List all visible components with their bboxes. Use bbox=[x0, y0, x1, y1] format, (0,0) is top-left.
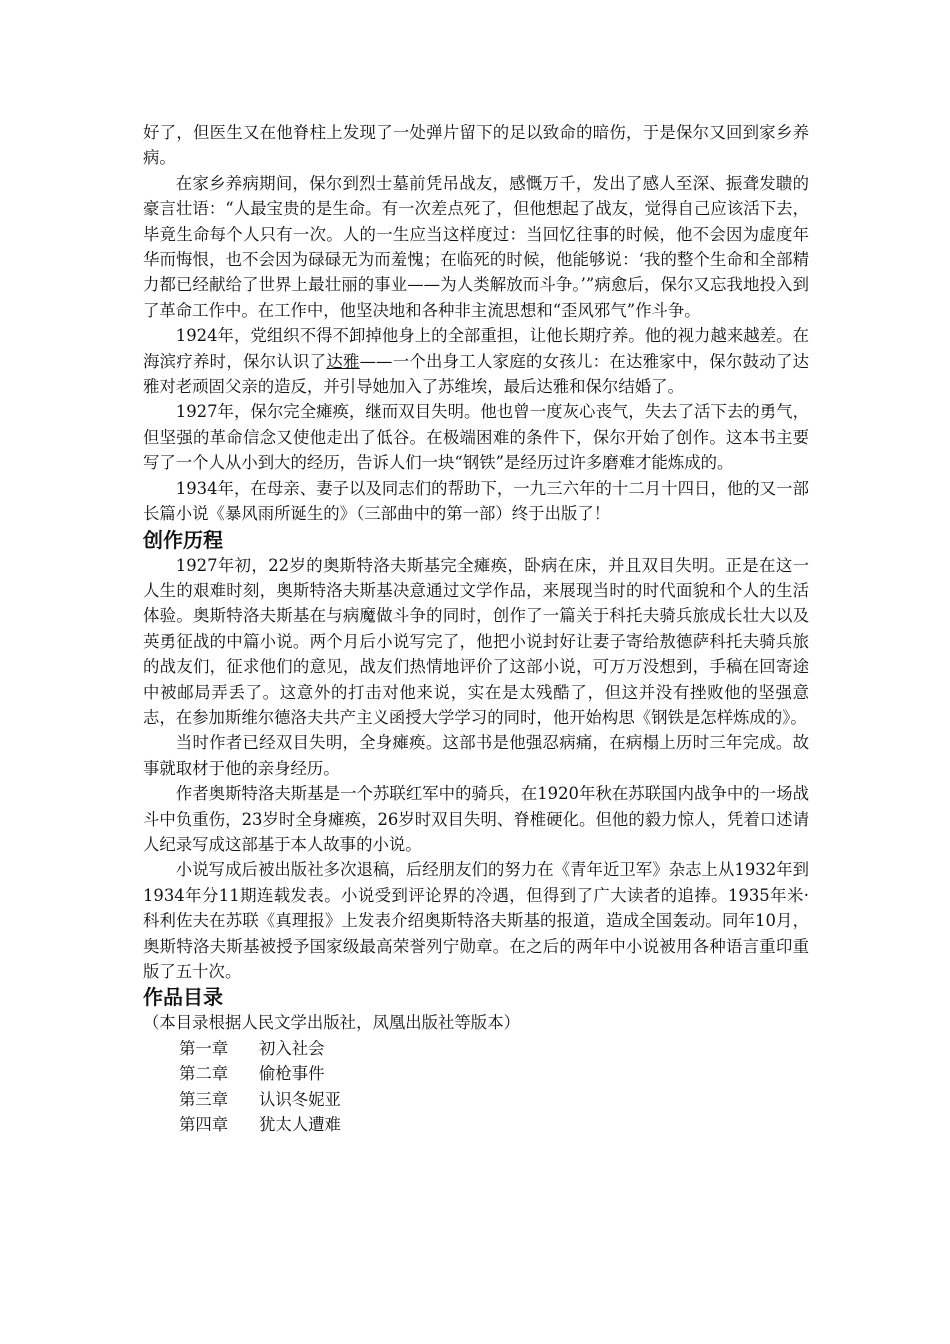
section-heading-toc: 作品目录 bbox=[143, 985, 223, 1010]
paragraph-1934: 1934年，在母亲、妻子以及同志们的帮助下，一九三六年的十二月十四日，他的又一部长篇小说《暴风雨所诞生的》（三部曲中的第一部）终于出版了！ bbox=[143, 478, 809, 524]
chapter-title: 犹太人遭难 bbox=[259, 1114, 341, 1134]
paragraph-hospital-return: 好了，但医生又在他脊柱上发现了一处弹片留下的足以致命的暗伤，于是保尔又回到家乡养病。 bbox=[143, 123, 809, 168]
section-heading-creation: 创作历程 bbox=[143, 527, 223, 552]
paragraph-hometown-recovery: 在家乡养病期间，保尔到烈士墓前凭吊战友，感慨万千，发出了感人至深、振聋发聩的豪言壮语：“人最宝贵的是生命。有一次差点死了，但他想起了战友，觉得自己应该活下去，毕竟生命每个人只有一次。人的一生应当这样度过：当回忆往事的时候，他不会因为虚度年华而悔恨，也不会因为碌碌无为而羞愧；在临死的时候，他能够说：‘我的整个生命和全部精力都已经献给了世界上最壮丽的事业——为人类解放而斗争。’”病愈后，保尔又忘我地投入到了革命工作中。在工作中，他坚决地和各种非主流思想和“歪风邪气”作斗争。 bbox=[143, 173, 809, 320]
paragraph-1924 bbox=[143, 323, 809, 399]
chapter-item bbox=[143, 1112, 809, 1137]
chapter-item bbox=[143, 1087, 809, 1112]
paragraph-1927: 1927年，保尔完全瘫痪，继而双目失明。他也曾一度灰心丧气，失去了活下去的勇气，但坚强的革命信念又使他走出了低谷。在极端困难的条件下，保尔开始了创作。这本书主要写了一个人从小到大的经历，告诉人们一块“钢铁”是经历过许多磨难才能炼成的。 bbox=[143, 402, 809, 473]
chapter-number: 第一章 bbox=[179, 1038, 229, 1058]
daya-link[interactable]: 达雅 bbox=[326, 351, 360, 371]
chapter-number: 第四章 bbox=[179, 1114, 229, 1134]
chapter-title: 初入社会 bbox=[259, 1038, 325, 1058]
paragraph-creation-2: 当时作者已经双目失明，全身瘫痪。这部书是他强忍病痛，在病榻上历时三年完成。故事就取材于他的亲身经历。 bbox=[143, 733, 809, 778]
paragraph-1924-before: 1924年，党组织不得不卸掉他身上的全部重担，让他长期疗养。他的视力越来越差。在海滨疗养时，保尔认识了 bbox=[143, 326, 809, 371]
chapter-title: 认识冬妮亚 bbox=[259, 1089, 341, 1109]
toc-edition-note: （本目录根据人民文学出版社，凤凰出版社等版本） bbox=[143, 1013, 520, 1033]
chapter-title: 偷枪事件 bbox=[259, 1064, 325, 1084]
chapter-number: 第三章 bbox=[179, 1089, 229, 1109]
chapter-number: 第二章 bbox=[179, 1064, 229, 1084]
paragraph-creation-4: 小说写成后被出版社多次退稿，后经朋友们的努力在《青年近卫军》杂志上从1932年到1934年分11期连载发表。小说受到评论界的冷遇，但得到了广大读者的追捧。1935年米·科利佐夫在苏联《真理报》上发表介绍奥斯特洛夫斯基的报道，造成全国轰动。同年10月，奥斯特洛夫斯基被授予国家级最高荣誉列宁勋章。在之后的两年中小说被用各种语言重印重版了五十次。 bbox=[143, 860, 809, 981]
chapter-item bbox=[143, 1036, 809, 1061]
paragraph-creation-1: 1927年初，22岁的奥斯特洛夫斯基完全瘫痪，卧病在床，并且双目失明。正是在这一人生的艰难时刻，奥斯特洛夫斯基决意通过文学作品，来展现当时的时代面貌和个人的生活体验。奥斯特洛夫斯基在与病魔做斗争的同时，创作了一篇关于科托夫骑兵旅成长壮大以及英勇征战的中篇小说。两个月后小说写完了，他把小说封好让妻子寄给敖德萨科托夫骑兵旅的战友们，征求他们的意见，战友们热情地评价了这部小说，可万万没想到，手稿在回寄途中被邮局弄丢了。这意外的打击对他来说，实在是太残酷了，但这并没有挫败他的坚强意志，在参加斯维尔德洛夫共产主义函授大学学习的同时，他开始构思《钢铁是怎样炼成的》。 bbox=[143, 555, 809, 727]
paragraph-1924-after: ——一个出身工人家庭的女孩儿：在达雅家中，保尔鼓动了达雅对老顽固父亲的造反，并引导她加入了苏维埃，最后达雅和保尔结婚了。 bbox=[143, 351, 810, 397]
paragraph-creation-3: 作者奥斯特洛夫斯基是一个苏联红军中的骑兵，在1920年秋在苏联国内战争中的一场战斗中负重伤，23岁时全身瘫痪，26岁时双目失明、脊椎硬化。但他的毅力惊人，凭着口述请人纪录写成这部基于本人故事的小说。 bbox=[143, 784, 809, 854]
document-page bbox=[143, 120, 809, 1137]
chapter-list bbox=[143, 1036, 809, 1138]
chapter-item bbox=[143, 1061, 809, 1086]
